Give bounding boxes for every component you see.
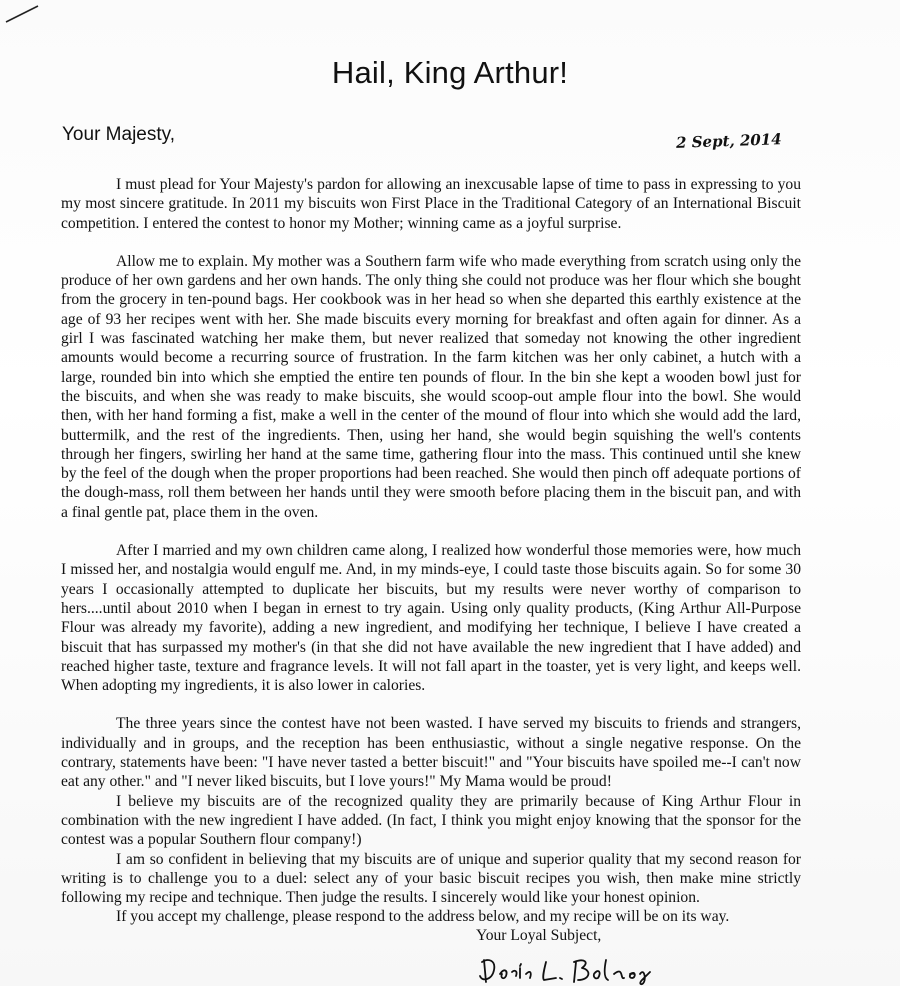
handwritten-signature xyxy=(474,948,674,986)
paragraph-memories: After I married and my own children came along, I realized how wonderful those memories were, how much I missed her, and nostalgia would engulf me. And, in my minds-eye, I could taste those biscuits again. So for some 30 years I occasionally attempted to duplicate her biscuits, but my results were never worthy of comparison to hers....until about 2010 when I began in ernest to try again. Using only quality products, (King Arthur All-Purpose Flour was already my favorite), adding a new ingredient, and modifying her technique, I believe I have created a biscuit that has surpassed my mother's (in that she did not have available the new ingredient that I have added) and reached higher taste, texture and fragrance levels. It will not fall apart in the toaster, yet is very light, and keeps well. When adopting my ingredients, it is also lower in calories. xyxy=(61,542,801,695)
handwritten-date: 2 Sept, 2014 xyxy=(675,130,782,152)
paragraph-reception: The three years since the contest have not been wasted. I have served my biscuits to friends and strangers, individually and in groups, and the reception has been enthusiastic, without a single negative response. On the contrary, statements have been: "I have never tasted a better biscuit!" and "Your biscuits have spoiled me--I can't now eat any other." and "I never liked biscuits, but I love yours!" My Mama would be proud! xyxy=(61,715,801,791)
paragraph-quality: I believe my biscuits are of the recognized quality they are primarily because of King Arthur Flour in combination with the new ingredient I have added. (In fact, I think you might enjoy knowing that the sponsor for the contest was a popular Southern flour company!) xyxy=(61,792,801,849)
pen-stroke-mark xyxy=(4,4,40,24)
paragraph-gratitude: I must plead for Your Majesty's pardon for allowing an inexcusable lapse of time to pass in expressing to you my most sincere gratitude. In 2011 my biscuits won First Place in the Traditional Category of an International Biscuit competition. I entered the contest to honor my Mother; winning came as a joyful surprise. xyxy=(61,176,801,232)
letter-body xyxy=(61,175,801,927)
paragraph-challenge: I am so confident in believing that my biscuits are of unique and superior quality that my second reason for writing is to challenge you to a duel: select any of your basic biscuit recipes you wish, then make mine strictly following my recipe and technique. Then judge the results. I sincerely would like your honest opinion. xyxy=(61,850,801,907)
paragraph-respond: If you accept my challenge, please respond to the address below, and my recipe will be on its way. xyxy=(116,908,730,926)
closing-line: Your Loyal Subject, xyxy=(476,927,602,944)
salutation: Your Majesty, xyxy=(62,124,175,145)
letter-title: Hail, King Arthur! xyxy=(331,55,569,90)
paragraph-explanation: Allow me to explain. My mother was a Southern farm wife who made everything from scratch using only the produce of her own gardens and her own hands. The only thing she could not produce was her flour which she bought from the grocery in ten-pound bags. Her cookbook was in her head so when she departed this earthly existence at the age of 93 her recipes went with her. She made biscuits every morning for breakfast and often again for dinner. As a girl I was fascinated watching her make them, but never realized that someday not knowing the other ingredient amounts would become a recurring source of frustration. In the farm kitchen was her only cabinet, a hutch with a large, rounded bin into which she emptied the entire ten pounds of flour. In the bin she kept a wooden bowl just for the biscuits, and when she was ready to make biscuits, she would scoop-out ample flour into the bowl. She would then, with her hand forming a fist, make a well in the center of the mound of flour into which she would add the lard, buttermilk, and the rest of the ingredients. Then, using her hand, she would begin squishing the well's contents through her fingers, swirling her hand at the same time, gathering flour into the mass. This continued until she knew by the feel of the dough when the proper proportions had been reached. She would then pinch off adequate portions of the dough-mass, roll them between her hands until they were smooth before placing them in the biscuit pan, and with a final gentle pat, place them in the oven. xyxy=(61,252,801,521)
